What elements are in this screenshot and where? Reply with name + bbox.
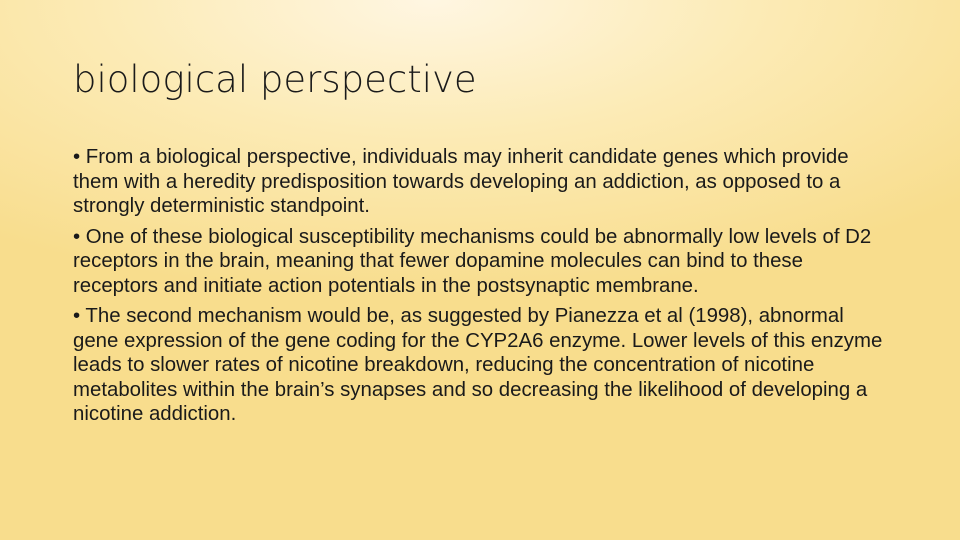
slide-title: biological perspective (73, 58, 477, 101)
bullet-item: • One of these biological susceptibility mechanisms could be abnormally low levels of D2 receptors in the brain, meaning that fewer dopamine molecules can bind to these receptors and initiate action potentials in the postsynaptic membrane. (73, 225, 872, 297)
slide-body (73, 145, 888, 433)
bullet-item: • From a biological perspective, individuals may inherit candidate genes which provide them with a heredity predisposition towards developing an addiction, as opposed to a strongly deterministic standpoint. (73, 146, 849, 217)
bullet-item: • The second mechanism would be, as suggested by Pianezza et al (1998), abnormal gene expression of the gene coding for the CYP2A6 enzyme. Lower levels of this enzyme leads to slower rates of nicotine breakdown, reducing the concentration of nicotine metabolites within the brain’s synapses and so decreasing the likelihood of developing a nicotine addiction. (73, 305, 883, 425)
